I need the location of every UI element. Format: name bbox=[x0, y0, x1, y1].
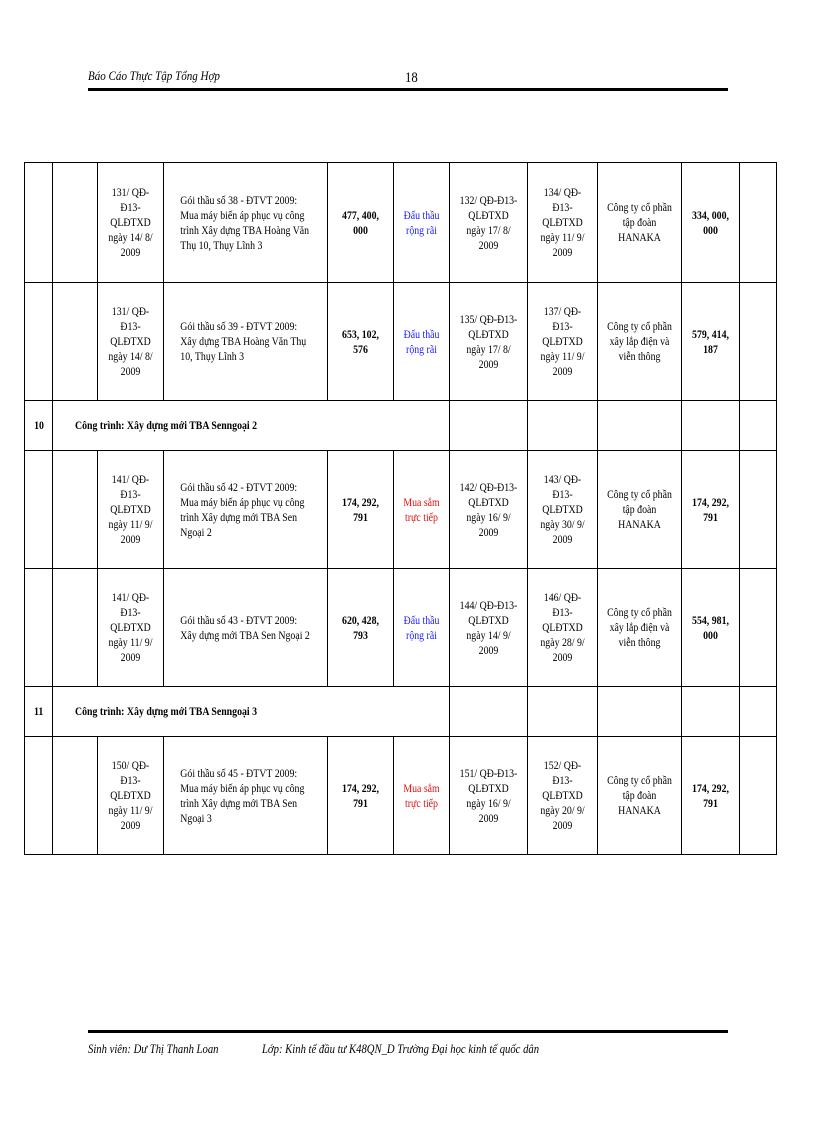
empty-cell bbox=[682, 687, 740, 737]
empty-cell bbox=[53, 163, 98, 283]
decision-cell bbox=[98, 569, 164, 687]
stt-cell bbox=[25, 569, 53, 687]
method-cell bbox=[394, 283, 450, 401]
empty-cell bbox=[528, 687, 598, 737]
winner-cell bbox=[598, 737, 682, 855]
empty-cell bbox=[740, 163, 777, 283]
approval-cell-text: 135/ QĐ-Đ13-QLĐTXD ngày 17/ 8/ 2009 bbox=[459, 311, 518, 371]
approval-cell bbox=[450, 283, 528, 401]
method-cell bbox=[394, 569, 450, 687]
empty-cell bbox=[682, 401, 740, 451]
method-cell bbox=[394, 163, 450, 283]
winner-cell-text: Công ty cổ phần tập đoàn HANAKA bbox=[607, 487, 672, 531]
approval-cell bbox=[450, 163, 528, 283]
value-cell bbox=[328, 451, 394, 569]
result-cell-text: 134/ QĐ-Đ13-QLĐTXD ngày 11/ 9/ 2009 bbox=[540, 185, 585, 259]
group-number-text: 11 bbox=[33, 704, 44, 718]
empty-cell bbox=[740, 451, 777, 569]
winner-cell bbox=[598, 451, 682, 569]
empty-cell bbox=[53, 569, 98, 687]
value-cell bbox=[328, 283, 394, 401]
value-cell bbox=[328, 163, 394, 283]
footer-class: Lớp: Kinh tế đầu tư K48QN_D Trường Đại học kinh tế quốc dân bbox=[262, 1041, 540, 1056]
empty-cell bbox=[53, 283, 98, 401]
decision-cell bbox=[98, 283, 164, 401]
empty-cell bbox=[450, 401, 528, 451]
group-row bbox=[25, 687, 777, 737]
footer-rule bbox=[88, 1030, 728, 1033]
group-number bbox=[25, 687, 53, 737]
decision-cell bbox=[98, 737, 164, 855]
value-cell-text: 174, 292, 791 bbox=[342, 494, 379, 524]
decision-cell-text: 150/ QĐ-Đ13-QLĐTXD ngày 11/ 9/ 2009 bbox=[108, 758, 153, 832]
approval-cell bbox=[450, 451, 528, 569]
table-row bbox=[25, 737, 777, 855]
result-cell bbox=[528, 737, 598, 855]
package-cell-text: Gói thầu số 38 - ĐTVT 2009: Mua máy biến áp phục vụ công trình Xây dựng TBA Hoàng Văn Thụ 10, Thụy Lĩnh 3 bbox=[180, 192, 310, 252]
package-cell-text: Gói thầu số 39 - ĐTVT 2009: Xây dựng TBA Hoàng Văn Thụ 10, Thụy Lĩnh 3 bbox=[180, 319, 307, 363]
result-cell bbox=[528, 569, 598, 687]
result-cell bbox=[528, 163, 598, 283]
empty-cell bbox=[740, 687, 777, 737]
table-row bbox=[25, 163, 777, 283]
package-cell-text: Gói thầu số 42 - ĐTVT 2009: Mua máy biến áp phục vụ công trình Xây dựng mới TBA Sen Ngoại 2 bbox=[180, 479, 305, 539]
stt-cell bbox=[25, 737, 53, 855]
empty-cell bbox=[598, 687, 682, 737]
package-cell bbox=[164, 163, 328, 283]
group-title-text: Công trình: Xây dựng mới TBA Senngoại 3 bbox=[74, 704, 258, 718]
package-cell-text: Gói thầu số 45 - ĐTVT 2009: Mua máy biến áp phục vụ công trình Xây dựng mới TBA Sen Ngoại 3 bbox=[180, 765, 305, 825]
price-cell-text: 579, 414, 187 bbox=[692, 326, 729, 356]
price-cell-text: 334, 000, 000 bbox=[692, 207, 729, 237]
approval-cell-text: 132/ QĐ-Đ13-QLĐTXD ngày 17/ 8/ 2009 bbox=[459, 192, 518, 252]
winner-cell-text: Công ty cổ phần xây lắp điện và viễn thông bbox=[607, 319, 672, 363]
decision-cell-text: 141/ QĐ-Đ13-QLĐTXD ngày 11/ 9/ 2009 bbox=[108, 590, 153, 664]
package-cell-text: Gói thầu số 43 - ĐTVT 2009: Xây dựng mới TBA Sen Ngoại 2 bbox=[180, 612, 310, 642]
winner-cell bbox=[598, 569, 682, 687]
method-cell-text: Đấu thầu rộng rãi bbox=[403, 326, 440, 356]
package-cell bbox=[164, 737, 328, 855]
decision-cell-text: 131/ QĐ-Đ13-QLĐTXD ngày 14/ 8/ 2009 bbox=[108, 185, 153, 259]
value-cell-text: 653, 102, 576 bbox=[342, 326, 379, 356]
table-row bbox=[25, 569, 777, 687]
group-number-text: 10 bbox=[33, 418, 44, 432]
stt-cell bbox=[25, 283, 53, 401]
price-cell bbox=[682, 451, 740, 569]
empty-cell bbox=[740, 737, 777, 855]
price-cell-text: 174, 292, 791 bbox=[692, 780, 729, 810]
value-cell-text: 174, 292, 791 bbox=[342, 780, 379, 810]
footer-student: Sinh viên: Dư Thị Thanh Loan bbox=[88, 1041, 219, 1056]
package-cell bbox=[164, 451, 328, 569]
package-cell bbox=[164, 569, 328, 687]
method-cell bbox=[394, 737, 450, 855]
stt-cell bbox=[25, 163, 53, 283]
price-cell bbox=[682, 283, 740, 401]
value-cell bbox=[328, 737, 394, 855]
price-cell bbox=[682, 569, 740, 687]
method-cell-text: Mua sắm trực tiếp bbox=[403, 494, 440, 524]
winner-cell-text: Công ty cổ phần xây lắp điện và viễn thông bbox=[607, 605, 672, 649]
value-cell-text: 477, 400, 000 bbox=[342, 207, 379, 237]
method-cell-text: Đấu thầu rộng rãi bbox=[403, 207, 440, 237]
empty-cell bbox=[53, 451, 98, 569]
approval-cell-text: 142/ QĐ-Đ13-QLĐTXD ngày 16/ 9/ 2009 bbox=[459, 479, 518, 539]
empty-cell bbox=[598, 401, 682, 451]
empty-cell bbox=[450, 687, 528, 737]
header-title: Báo Cáo Thực Tập Tổng Hợp bbox=[88, 68, 220, 83]
result-cell-text: 143/ QĐ-Đ13-QLĐTXD ngày 30/ 9/ 2009 bbox=[540, 472, 585, 546]
method-cell-text: Đấu thầu rộng rãi bbox=[403, 612, 440, 642]
method-cell bbox=[394, 451, 450, 569]
result-cell bbox=[528, 283, 598, 401]
stt-cell bbox=[25, 451, 53, 569]
result-cell-text: 137/ QĐ-Đ13-QLĐTXD ngày 11/ 9/ 2009 bbox=[540, 304, 585, 378]
price-cell-text: 554, 981, 000 bbox=[692, 612, 729, 642]
empty-cell bbox=[740, 283, 777, 401]
empty-cell bbox=[740, 401, 777, 451]
group-number bbox=[25, 401, 53, 451]
price-cell bbox=[682, 737, 740, 855]
group-title bbox=[53, 687, 450, 737]
page-number: 18 bbox=[405, 70, 418, 86]
price-cell-text: 174, 292, 791 bbox=[692, 494, 729, 524]
table-row bbox=[25, 283, 777, 401]
group-row bbox=[25, 401, 777, 451]
group-title-text: Công trình: Xây dựng mới TBA Senngoại 2 bbox=[74, 418, 258, 432]
empty-cell bbox=[740, 569, 777, 687]
empty-cell bbox=[528, 401, 598, 451]
price-cell bbox=[682, 163, 740, 283]
winner-cell-text: Công ty cổ phần tập đoàn HANAKA bbox=[607, 200, 672, 244]
winner-cell bbox=[598, 283, 682, 401]
approval-cell bbox=[450, 737, 528, 855]
value-cell-text: 620, 428, 793 bbox=[342, 612, 379, 642]
winner-cell-text: Công ty cổ phần tập đoàn HANAKA bbox=[607, 773, 672, 817]
winner-cell bbox=[598, 163, 682, 283]
table-row bbox=[25, 451, 777, 569]
decision-cell bbox=[98, 163, 164, 283]
empty-cell bbox=[53, 737, 98, 855]
result-cell bbox=[528, 451, 598, 569]
header-rule bbox=[88, 88, 728, 91]
decision-cell-text: 141/ QĐ-Đ13-QLĐTXD ngày 11/ 9/ 2009 bbox=[108, 472, 153, 546]
approval-cell-text: 144/ QĐ-Đ13-QLĐTXD ngày 14/ 9/ 2009 bbox=[459, 597, 518, 657]
value-cell bbox=[328, 569, 394, 687]
result-cell-text: 152/ QĐ-Đ13-QLĐTXD ngày 20/ 9/ 2009 bbox=[540, 758, 585, 832]
method-cell-text: Mua sắm trực tiếp bbox=[403, 780, 440, 810]
bid-table bbox=[24, 162, 777, 855]
decision-cell-text: 131/ QĐ-Đ13-QLĐTXD ngày 14/ 8/ 2009 bbox=[108, 304, 153, 378]
group-title bbox=[53, 401, 450, 451]
decision-cell bbox=[98, 451, 164, 569]
approval-cell bbox=[450, 569, 528, 687]
approval-cell-text: 151/ QĐ-Đ13-QLĐTXD ngày 16/ 9/ 2009 bbox=[459, 765, 518, 825]
result-cell-text: 146/ QĐ-Đ13-QLĐTXD ngày 28/ 9/ 2009 bbox=[540, 590, 585, 664]
package-cell bbox=[164, 283, 328, 401]
